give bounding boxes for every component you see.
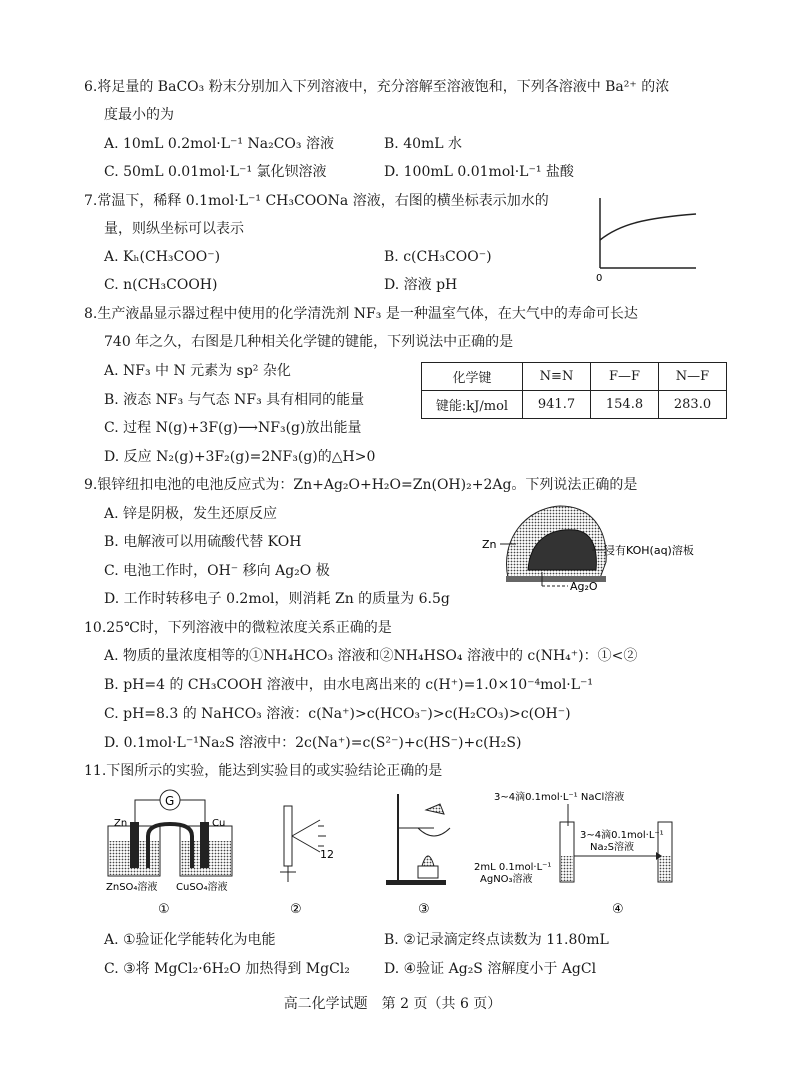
fig1-galvanic-cell	[100, 786, 240, 921]
q8-option-c: C. 过程 N(g)+3F(g)⟶NF₃(g)放出能量	[104, 420, 362, 436]
bond-table-header-row	[422, 363, 727, 391]
fig4-left-label-2: AgNO₃溶液	[480, 874, 533, 885]
q7-graph	[590, 194, 700, 284]
fig-ag2o-label: Ag₂O	[570, 580, 598, 593]
fig1-cuso4-label: CuSO₄溶液	[176, 882, 228, 893]
bond-table-cell: 键能:kJ/mol	[422, 391, 523, 419]
bond-table-cell: 941.7	[523, 391, 591, 419]
q7-option-d: D. 溶液 pH	[384, 277, 458, 293]
fig1-zn-label: Zn	[114, 818, 128, 829]
q8-option-a: A. NF₃ 中 N 元素为 sp² 杂化	[104, 363, 291, 379]
bond-table-cell: 化学键	[422, 363, 523, 391]
q6-option-c: C. 50mL 0.01mol·L⁻¹ 氯化钡溶液	[104, 164, 327, 180]
q9-option-d: D. 工作时转移电子 0.2mol，则消耗 Zn 的质量为 6.5g	[104, 591, 450, 607]
fig1-galvanometer-label: G	[165, 794, 175, 808]
q10-option-b: B. pH=4 的 CH₃COOH 溶液中，由水电离出来的 c(H⁺)=1.0×10⁻⁴mol·L⁻¹	[104, 677, 594, 693]
q11-option-d: D. ④验证 Ag₂S 溶解度小于 AgCl	[384, 961, 597, 977]
q11-option-b: B. ②记录滴定终点读数为 11.80mL	[384, 932, 609, 948]
q6-option-a: A. 10mL 0.2mol·L⁻¹ Na₂CO₃ 溶液	[104, 136, 334, 152]
bond-table-value-row	[422, 391, 727, 419]
q9-stem: 9.银锌纽扣电池的电池反应式为：Zn+Ag₂O+H₂O=Zn(OH)₂+2Ag。下列说法正确的是	[84, 477, 638, 493]
fig4-number: ④	[612, 902, 624, 917]
bond-table-cell: 283.0	[659, 391, 727, 419]
q10-option-a: A. 物质的量浓度相等的①NH₄HCO₃ 溶液和②NH₄HSO₄ 溶液中的 c(NH₄⁺)：①<②	[104, 648, 638, 664]
q6-stem-2: 度最小的为	[104, 107, 174, 123]
q10-option-d: D. 0.1mol·L⁻¹Na₂S 溶液中：2c(Na⁺)=c(S²⁻)+c(HS⁻)+c(H₂S)	[104, 735, 522, 751]
q8-stem-1: 8.生产液晶显示器过程中使用的化学清洗剂 NF₃ 是一种温室气体，在大气中的寿命可长达	[84, 306, 638, 322]
fig2-number: ②	[290, 902, 302, 917]
bond-table-cell: F—F	[591, 363, 659, 391]
fig1-cu-label: Cu	[212, 818, 226, 829]
q6-stem-1: 6.将足量的 BaCO₃ 粉末分别加入下列溶液中，充分溶解至溶液饱和，下列各溶液中 Ba²⁺ 的浓	[84, 79, 670, 95]
bond-table-cell: N—F	[659, 363, 727, 391]
fig4-left-label-1: 2mL 0.1mol·L⁻¹	[474, 862, 552, 873]
q7-option-b: B. c(CH₃COO⁻)	[384, 249, 492, 265]
fig2-tick-label: 12	[320, 848, 334, 861]
fig4-top-label: 3~4滴0.1mol·L⁻¹ NaCl溶液	[494, 792, 625, 803]
q8-option-d: D. 反应 N₂(g)+3F₂(g)=2NF₃(g)的△H>0	[104, 449, 376, 465]
q6-option-b: B. 40mL 水	[384, 136, 463, 152]
q7-graph-origin: 0	[596, 273, 603, 284]
q7-option-a: A. Kₕ(CH₃COO⁻)	[104, 249, 221, 265]
q11-stem: 11.下图所示的实验，能达到实验目的或实验结论正确的是	[84, 763, 443, 779]
fig-koh-label: 浸有KOH(aq)溶板	[604, 544, 694, 557]
q9-option-c: C. 电池工作时，OH⁻ 移向 Ag₂O 极	[104, 563, 330, 579]
fig-zn-label: Zn	[482, 538, 497, 551]
q7-stem-2: 量，则纵坐标可以表示	[104, 221, 244, 237]
fig4-precipitation-test	[470, 786, 710, 921]
fig1-znso4-label: ZnSO₄溶液	[106, 882, 158, 893]
page-footer: 高二化学试题 第 2 页（共 6 页）	[283, 996, 502, 1012]
fig3-heating-apparatus	[378, 786, 468, 921]
q11-option-c: C. ③将 MgCl₂·6H₂O 加热得到 MgCl₂	[104, 961, 350, 977]
q9-option-a: A. 锌是阴极，发生还原反应	[104, 506, 278, 522]
bond-table-cell: 154.8	[591, 391, 659, 419]
q8-option-b: B. 液态 NF₃ 与气态 NF₃ 具有相同的能量	[104, 392, 365, 408]
q8-stem-2: 740 年之久，右图是几种相关化学键的键能，下列说法中正确的是	[104, 334, 514, 350]
fig1-number: ①	[158, 902, 170, 917]
q9-option-b: B. 电解液可以用硫酸代替 KOH	[104, 534, 302, 550]
fig4-right-label-1: 3~4滴0.1mol·L⁻¹	[580, 830, 664, 841]
q11-option-a: A. ①验证化学能转化为电能	[104, 932, 276, 948]
q10-option-c: C. pH=8.3 的 NaHCO₃ 溶液：c(Na⁺)>c(HCO₃⁻)>c(H₂CO₃)>c(OH⁻)	[104, 706, 571, 722]
q7-stem-1: 7.常温下，稀释 0.1mol·L⁻¹ CH₃COONa 溶液，右图的横坐标表示加水的	[84, 193, 549, 209]
button-cell-figure	[480, 500, 730, 600]
bond-table-cell: N≡N	[523, 363, 591, 391]
q7-option-c: C. n(CH₃COOH)	[104, 277, 218, 293]
q6-option-d: D. 100mL 0.01mol·L⁻¹ 盐酸	[384, 164, 574, 180]
bond-energy-table	[421, 362, 727, 419]
q10-stem: 10.25℃时，下列溶液中的微粒浓度关系正确的是	[84, 620, 392, 636]
fig3-number: ③	[418, 902, 430, 917]
fig2-burette	[262, 786, 342, 921]
fig4-right-label-2: Na₂S溶液	[590, 842, 634, 853]
